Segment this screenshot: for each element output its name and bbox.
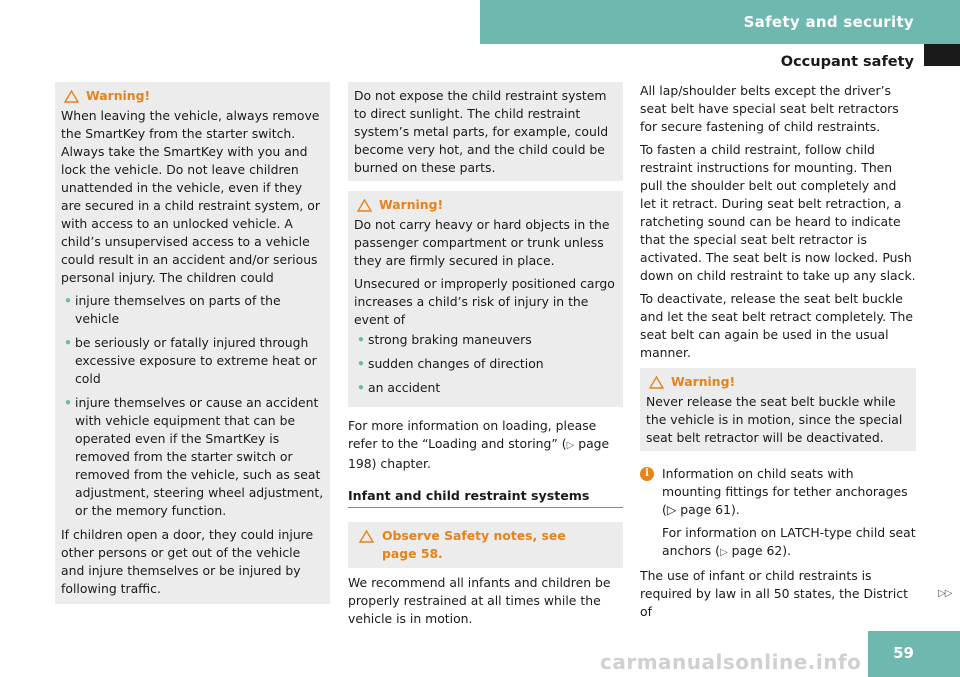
warning-text: Never release the seat belt buckle while the vehicle is in motion, since the special seat belt retractor will be deactivated. <box>646 394 903 445</box>
warning-triangle-icon <box>649 376 664 389</box>
list-item: • an accident <box>357 380 441 395</box>
warning-box-buckle <box>640 368 916 451</box>
bullet-icon: • <box>357 332 365 347</box>
warning-box-children <box>55 82 330 604</box>
info-latch-text: For information on LATCH-type child seat anchors (▷ page 62). <box>662 525 916 558</box>
list-item: • injure themselves on parts of the vehicle <box>64 293 281 326</box>
warning-triangle-icon <box>64 90 79 103</box>
bullet-icon: • <box>64 293 72 308</box>
page-ref-arrow-icon: ▷ <box>566 440 575 451</box>
page-ref: (▷ page 61). <box>662 502 740 517</box>
body-text: To fasten a child restraint, follow child restraint instructions for mounting. Then pull the shoulder belt out completely and let it retract. During seat belt retraction, a ratcheting sound can be heard to indicate that the special seat belt retractor is activated. The seat belt is now locked. Push down on child restraint to take up any slack. <box>640 142 916 283</box>
watermark: carmanualsonline.info <box>600 650 862 674</box>
list-item: • strong braking maneuvers <box>357 332 532 347</box>
warning-triangle-icon <box>359 530 374 543</box>
warning-text: When leaving the vehicle, always remove the SmartKey from the starter switch. Always take the SmartKey with you and lock the vehicle. Do not leave children unattended in the vehicle, even if they are secured in a child restraint system, or with access to an unlocked vehicle. A child’s unsupervised access to a vehicle could result in an accident and/or serious personal injury. The children could <box>61 108 320 285</box>
body-text: The use of infant or child restraints is required by law in all 50 states, the District of <box>640 568 908 619</box>
info-note: i Information on child seats with mounting fittings for tether anchorages (▷ page 61). For information on LATCH-type child seat anchors (▷ page 62). <box>640 465 916 562</box>
body-text: All lap/shoulder belts except the driver’s seat belt have special seat belt retractors for secure fastening of child restraints. <box>640 83 899 134</box>
section-heading: Infant and child restraint systems <box>348 487 623 508</box>
bullet-list <box>61 292 324 520</box>
sunlight-note: Do not expose the child restraint system to direct sunlight. The child restraint system’s metal parts, for example, could become very hot, and the child could be burned on these parts. <box>354 88 609 175</box>
bullet-icon: • <box>357 380 365 395</box>
bullet-list <box>354 331 617 397</box>
more-info-text: For more information on loading, please refer to the “Loading and storing” (▷ page 198) chapter. <box>348 418 610 471</box>
warning-text: If children open a door, they could injure other persons or get out of the vehicle and injure themselves or be injured by following traffic. <box>61 527 314 596</box>
warning-heading: Warning! <box>61 87 324 105</box>
observe-safety-heading: Observe Safety notes, see page 58. <box>354 527 617 563</box>
page-number: 59 <box>893 644 914 662</box>
warning-heading: Warning! <box>354 196 617 214</box>
bullet-icon: • <box>357 356 365 371</box>
column-1 <box>55 82 330 604</box>
column-3 <box>640 82 916 626</box>
warning-text: Do not carry heavy or hard objects in the passenger compartment or trunk unless they are firmly secured in place. <box>354 217 610 268</box>
warning-text: Unsecured or improperly positioned cargo increases a child’s risk of injury in the event of <box>354 276 615 327</box>
warning-heading: Warning! <box>646 373 910 391</box>
list-item: • be seriously or fatally injured through excessive exposure to extreme heat or cold <box>64 335 317 386</box>
body-text: To deactivate, release the seat belt buckle and let the seat belt retract completely. The seat belt can again be used in the usual manner. <box>640 291 913 360</box>
list-item: • injure themselves or cause an accident with vehicle equipment that can be operated even if the SmartKey is removed from the starter switch or removed from the vehicle, such as seat adjustment, steering wheel adjustment, or the memory function. <box>64 395 324 518</box>
warning-box-cargo <box>348 191 623 407</box>
list-item: • sudden changes of direction <box>357 356 544 371</box>
warning-triangle-icon <box>357 199 372 212</box>
subsection-title: Occupant safety <box>780 54 914 70</box>
bullet-icon: • <box>64 335 72 350</box>
section-title: Safety and security <box>743 13 914 31</box>
page-ref-arrow-icon: ▷ <box>720 547 728 558</box>
column-2 <box>348 82 623 633</box>
header-marker <box>924 44 960 66</box>
page-number-box <box>868 631 960 677</box>
info-icon: i <box>640 467 654 481</box>
sunlight-note-box <box>348 82 623 181</box>
bullet-icon: • <box>64 395 72 410</box>
recommendation-text: We recommend all infants and children be properly restrained at all times while the vehicle is in motion. <box>348 575 611 626</box>
observe-safety-box <box>348 522 623 568</box>
continue-arrow-icon: ▷▷ <box>938 588 952 599</box>
